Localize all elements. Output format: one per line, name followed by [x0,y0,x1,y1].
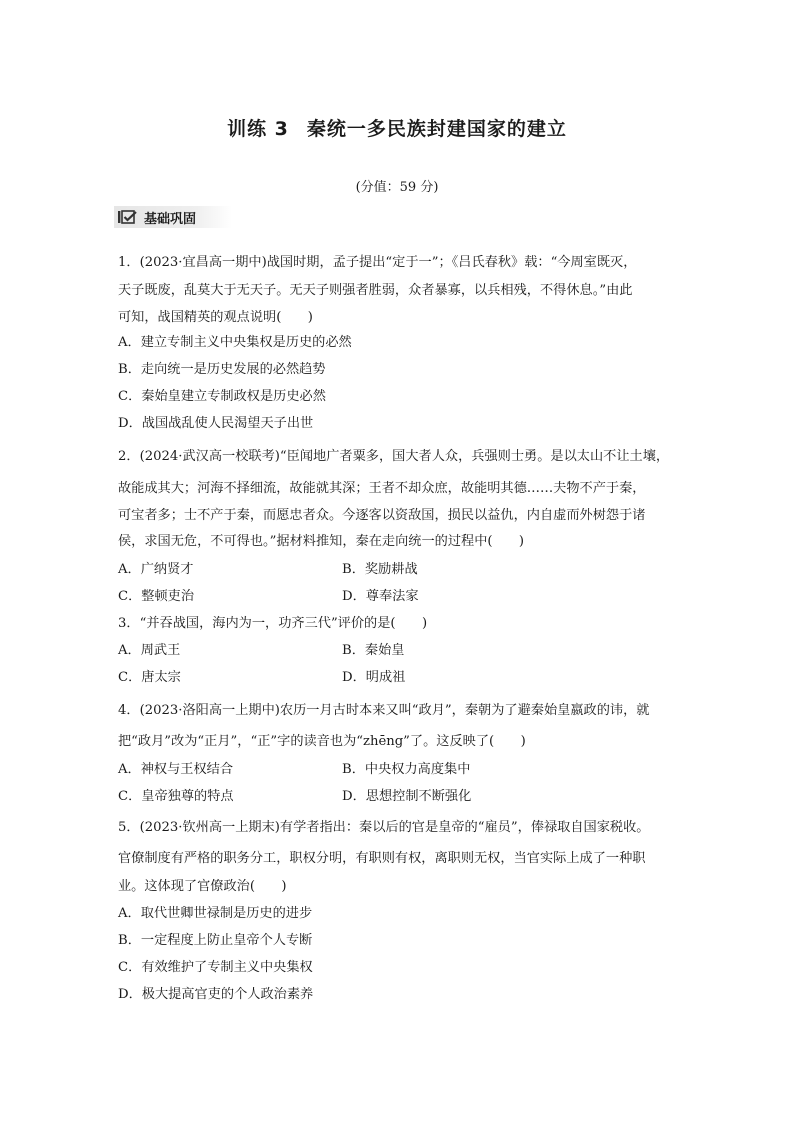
question-1-line-1: 1．(2023·宜昌高一期中)战国时期，孟子提出“定于一”；《吕氏春秋》载：“今周室既灭， [118,255,637,270]
question-4-option-c: C．皇帝独尊的特点 [118,789,234,804]
question-3-line-1: 3．“并吞战国，海内为一，功齐三代”评价的是( ) [118,616,428,631]
question-1-line-2: 天子既废，乱莫大于无天子。无天子则强者胜弱，众者暴寡，以兵相残，不得休息。”由此 [118,283,633,298]
question-1-option-d: D．战国战乱使人民渴望天子出世 [118,416,314,431]
title-main: 秦统一多民族封建国家的建立 [306,118,567,140]
question-5-line-1: 5．(2023·钦州高一上期末)有学者指出：秦以后的官是皇帝的“雇员”，俸禄取自国家税收。 [118,820,650,835]
section-header [114,206,232,228]
question-1-option-a: A．建立专制主义中央集权是历史的必然 [118,335,352,350]
section-label: 基础巩固 [144,211,197,227]
score-label: (分值：59 分) [355,180,439,195]
pencil-check-icon [118,210,138,224]
question-2-line-4: 侯，求国无危，不可得也。”据材料推知，秦在走向统一的过程中( ) [118,534,525,549]
question-3-option-a: A．周武王 [118,643,181,658]
question-5-line-2: 官僚制度有严格的职务分工，职权分明，有职则有权，离职则无权，当官实际上成了一种职 [118,851,646,866]
question-2-option-c: C．整顿吏治 [118,589,195,604]
question-4-line-2: 把“政月”改为“正月”，“正”字的读音也为“zhēng”了。这反映了( ) [118,734,526,749]
question-3-option-d: D．明成祖 [342,670,406,685]
question-5-line-3: 业。这体现了官僚政治( ) [118,879,287,894]
question-2-option-d: D．尊奉法家 [342,589,419,604]
question-1-option-b: B．走向统一是历史发展的必然趋势 [118,362,326,377]
question-4-option-a: A．神权与王权结合 [118,762,234,777]
question-1-option-c: C．秦始皇建立专制政权是历史必然 [118,389,326,404]
question-5-option-d: D．极大提高官吏的个人政治素养 [118,987,314,1002]
question-1-line-3: 可知，战国精英的观点说明( ) [118,310,313,325]
question-5-option-b: B．一定程度上防止皇帝个人专断 [118,933,313,948]
question-2-line-2: 故能成其大；河海不择细流，故能就其深；王者不却众庶，故能明其德……夫物不产于秦， [118,481,646,496]
question-2-line-1: 2．(2024·武汉高一校联考)“臣闻地广者粟多，国大者人众，兵强则士勇。是以太山不让土壤， [118,449,670,464]
question-4-line-1: 4．(2023·洛阳高一上期中)农历一月古时本来又叫“政月”，秦朝为了避秦始皇嬴政的讳，就 [118,703,650,718]
question-4-option-d: D．思想控制不断强化 [342,789,472,804]
question-2-option-b: B．奖励耕战 [342,562,418,577]
title-prefix: 训练 3 [227,118,289,140]
question-3-option-b: B．秦始皇 [342,643,405,658]
question-3-option-c: C．唐太宗 [118,670,181,685]
question-2-line-3: 可宝者多；士不产于秦，而愿忠者众。今逐客以资敌国，损民以益仇，内自虚而外树怨于诸 [118,508,646,523]
question-2-option-a: A．广纳贤才 [118,562,194,577]
page-title [0,114,794,141]
question-4-option-b: B．中央权力高度集中 [342,762,471,777]
question-5-option-a: A．取代世卿世禄制是历史的进步 [118,906,313,921]
question-5-option-c: C．有效维护了专制主义中央集权 [118,960,313,975]
